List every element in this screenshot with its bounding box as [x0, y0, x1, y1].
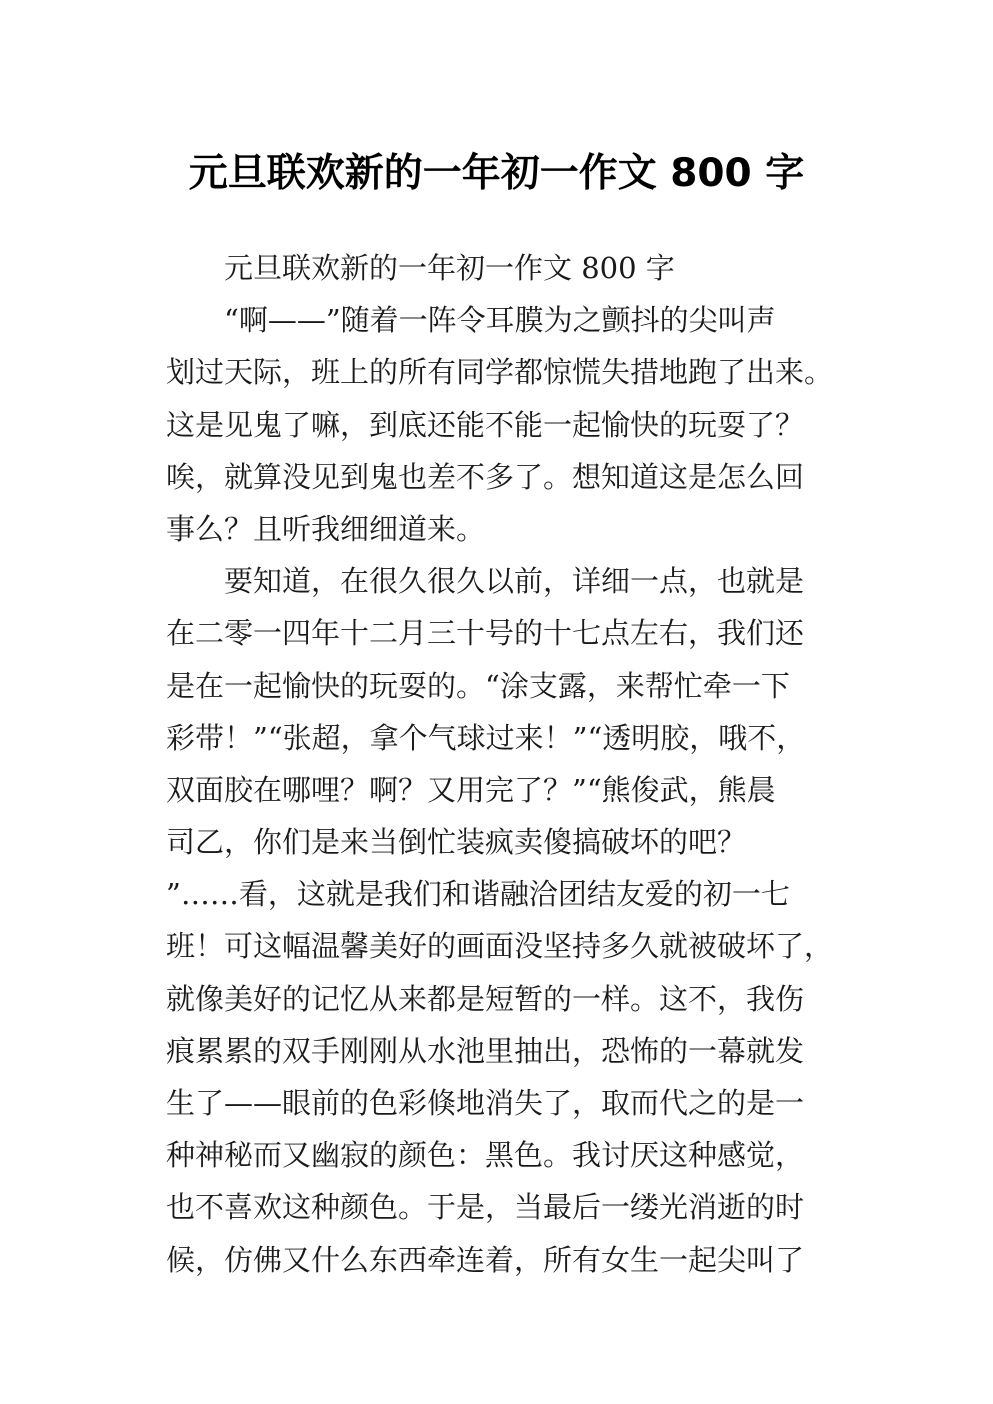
paragraph-2-line-3: 是在一起愉快的玩耍的。“涂支露，来帮忙牵一下 [166, 668, 790, 703]
paragraph-1-line-2: 划过天际，班上的所有同学都惊慌失措地跑了出来。 [166, 355, 834, 390]
paragraph-2-line-6: 司乙，你们是来当倒忙装疯卖傻搞破坏的吧？ [166, 825, 747, 860]
paragraph-2-line-13: 也不喜欢这种颜色。于是，当最后一缕光消逝的时 [166, 1190, 805, 1225]
paragraph-2-line-11: 生了——眼前的色彩倏地消失了，取而代之的是一 [166, 1086, 805, 1120]
paragraph-1-line-5: 事么？且听我细细道来。 [166, 511, 486, 546]
paragraph-2-line-12: 种神秘而又幽寂的颜色：黑色。我讨厌这种感觉， [166, 1138, 805, 1173]
paragraph-1-line-1: “啊——”随着一阵令耳膜为之颤抖的尖叫声 [224, 303, 776, 338]
paragraph-1-line-4: 唉，就算没见到鬼也差不多了。想知道这是怎么回 [166, 459, 805, 494]
essay-body [166, 242, 846, 1286]
page-title: 元旦联欢新的一年初一作文 800 字 [188, 151, 805, 197]
paragraph-2-line-8: 班！可这幅温馨美好的画面没坚持多久就被破坏了， [166, 929, 834, 964]
paragraph-2-line-5: 双面胶在哪哩？啊？又用完了？”“熊俊武，熊晨 [166, 772, 776, 807]
paragraph-2-line-2: 在二零一四年十二月三十号的十七点左右，我们还 [166, 616, 805, 651]
paragraph-2-line-10: 痕累累的双手刚刚从水池里抽出，恐怖的一幕就发 [166, 1033, 805, 1068]
paragraph-1-line-3: 这是见鬼了嘛，到底还能不能一起愉快的玩耍了？ [166, 407, 805, 442]
paragraph-2-line-14: 候，仿佛又什么东西牵连着，所有女生一起尖叫了 [166, 1242, 805, 1277]
paragraph-2-line-4: 彩带！”“张超，拿个气球过来！”“透明胶，哦不， [166, 720, 806, 755]
paragraph-2-line-1: 要知道，在很久很久以前，详细一点，也就是 [224, 564, 805, 599]
paragraph-2-line-9: 就像美好的记忆从来都是短暂的一样。这不，我伤 [166, 981, 805, 1016]
paragraph-2-line-7: ”……看，这就是我们和谐融洽团结友爱的初一七 [166, 877, 790, 912]
essay-subtitle-line: 元旦联欢新的一年初一作文 800 字 [224, 251, 675, 285]
